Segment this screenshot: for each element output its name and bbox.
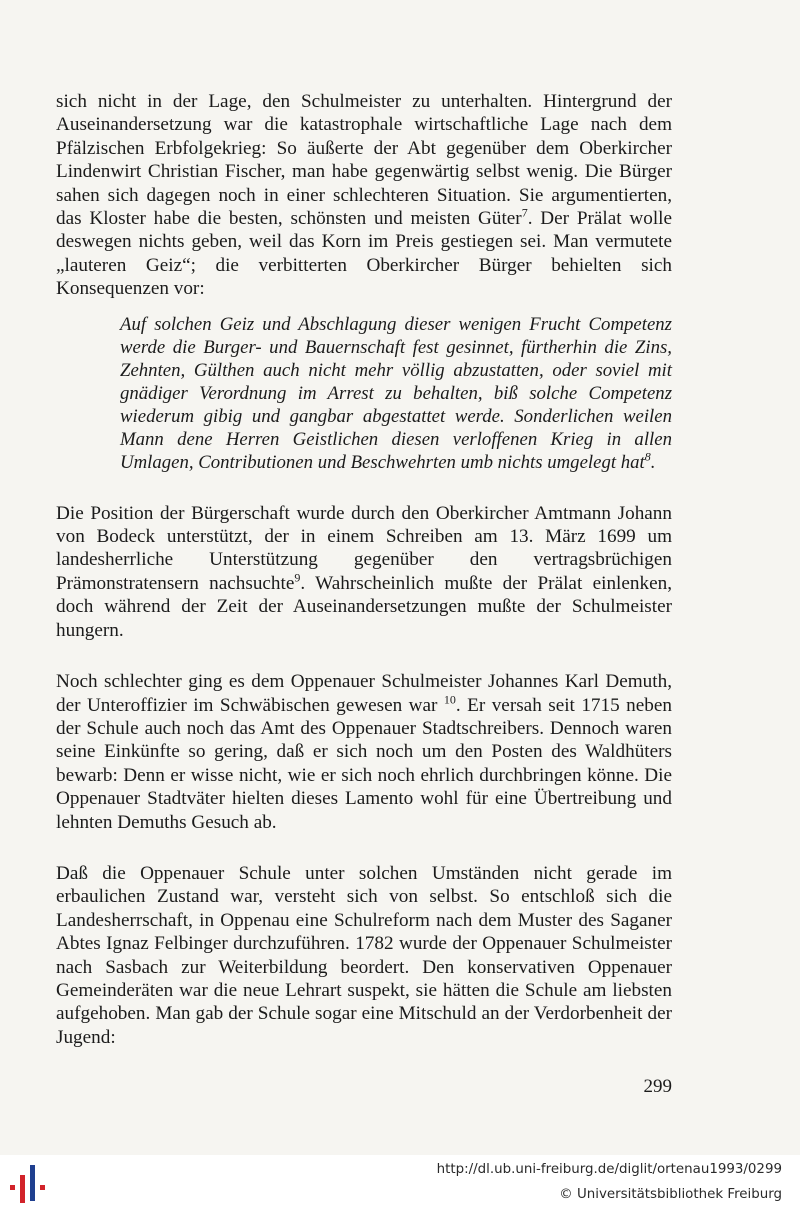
footnote-ref-9: 9 [294, 570, 301, 585]
paragraph-1 [56, 90, 672, 301]
paragraph-1-text: sich nicht in der Lage, den Schulmeister zu unterhalten. Hintergrund der Auseinandersetzung war die katastrophale wirtschaftliche Lage nach dem Pfälzischen Erbfolgekrieg: So äußerte der Abt gegenüber dem Oberkircher Lindenwirt Christian Fischer, man habe gegenwärtig selbst wenig. Die Bürger sahen sich dagegen noch in einer schlechteren Situation. Sie argumentierten, das Kloster habe die besten, schönsten und meisten Güter [56, 91, 672, 230]
ub-freiburg-logo-icon [8, 1163, 52, 1207]
paragraph-3 [56, 670, 672, 834]
block-quote [120, 313, 672, 474]
paragraph-1-text-cont: . Der Prälat wolle deswegen nichts geben, weil das Korn im Preis gestiegen sei. Man vermutete „lauteren Geiz“; die verbitterten Oberkircher Bürger behielten sich Konsequenzen vor: [56, 208, 672, 300]
source-url-link[interactable]: http://dl.ub.uni-freiburg.de/diglit/ortenau1993/0299 [436, 1162, 782, 1177]
page-text [56, 90, 672, 1049]
copyright-notice: © Universitätsbibliothek Freiburg [559, 1187, 782, 1202]
paragraph-2 [56, 502, 672, 642]
paragraph-2-text-cont: . Wahrscheinlich mußte der Prälat einlenken, doch während der Zeit der Auseinandersetzungen mußte der Schulmeister hungern. [56, 572, 672, 641]
paragraph-4: Daß die Oppenauer Schule unter solchen Umständen nicht gerade im erbaulichen Zustand war, versteht sich von selbst. So entschloß sich die Landesherrschaft, in Oppenau eine Schulreform nach dem Muster des Saganer Abtes Ignaz Felbinger durchzuführen. 1782 wurde der Oppenauer Schulmeister nach Sasbach zur Weiterbildung beordert. Den konservativen Oppenauer Gemeinderäten war die neue Lehrart suspekt, sie hätten die Schule am liebsten aufgehoben. Man gab der Schule sogar eine Mitschuld an der Verdorbenheit der Jugend: [56, 862, 672, 1048]
paragraph-3-text: Noch schlechter ging es dem Oppenauer Schulmeister Johannes Karl Demuth, der Unteroffizier im Schwäbischen gewesen war [56, 671, 672, 716]
footnote-ref-7: 7 [521, 205, 528, 220]
footnote-ref-8: 8 [644, 449, 651, 464]
footnote-ref-10: 10 [443, 692, 456, 707]
paragraph-2-text: Die Position der Bürgerschaft wurde durch den Oberkircher Amtmann Johann von Bodeck unterstützt, der in einem Schreiben am 13. März 1699 um landesherrliche Unterstützung gegenüber den vertragsbrüchigen Prämonstratensern nachsuchte [56, 502, 672, 594]
footer-bar [0, 1155, 800, 1213]
paragraph-3-text-cont: . Er versah seit 1715 neben der Schule auch noch das Amt des Oppenauer Stadtschreibers. Dennoch waren seine Einkünfte so gering, daß er sich noch um den Posten des Waldhüters bewarb: Denn er wisse nicht, wie er sich noch ehrlich durchbringen könne. Die Oppenauer Stadtväter hielten dieses Lamento wohl für eine Übertreibung und lehnten Demuths Gesuch ab. [56, 694, 672, 833]
page-number: 299 [643, 1076, 672, 1097]
quote-text-end: . [650, 451, 656, 473]
quote-text: Auf solchen Geiz und Abschlagung dieser wenigen Frucht Competenz werde die Burger- und Bauernschaft fest gesinnet, fürtherhin die Zins, Zehnten, Gülthen auch nicht mehr völlig abzustatten, oder soviel mit gnädiger Verordnung im Arrest zu behalten, biß solche Competenz wiederum gibig und gangbar abgestattet werde. Sonderlichen weilen Mann dene Herren Geistlichen diesen verloffenen Krieg in allen Umlagen, Contributionen und Beschwehrten umb nichts umgelegt hat [120, 313, 672, 473]
